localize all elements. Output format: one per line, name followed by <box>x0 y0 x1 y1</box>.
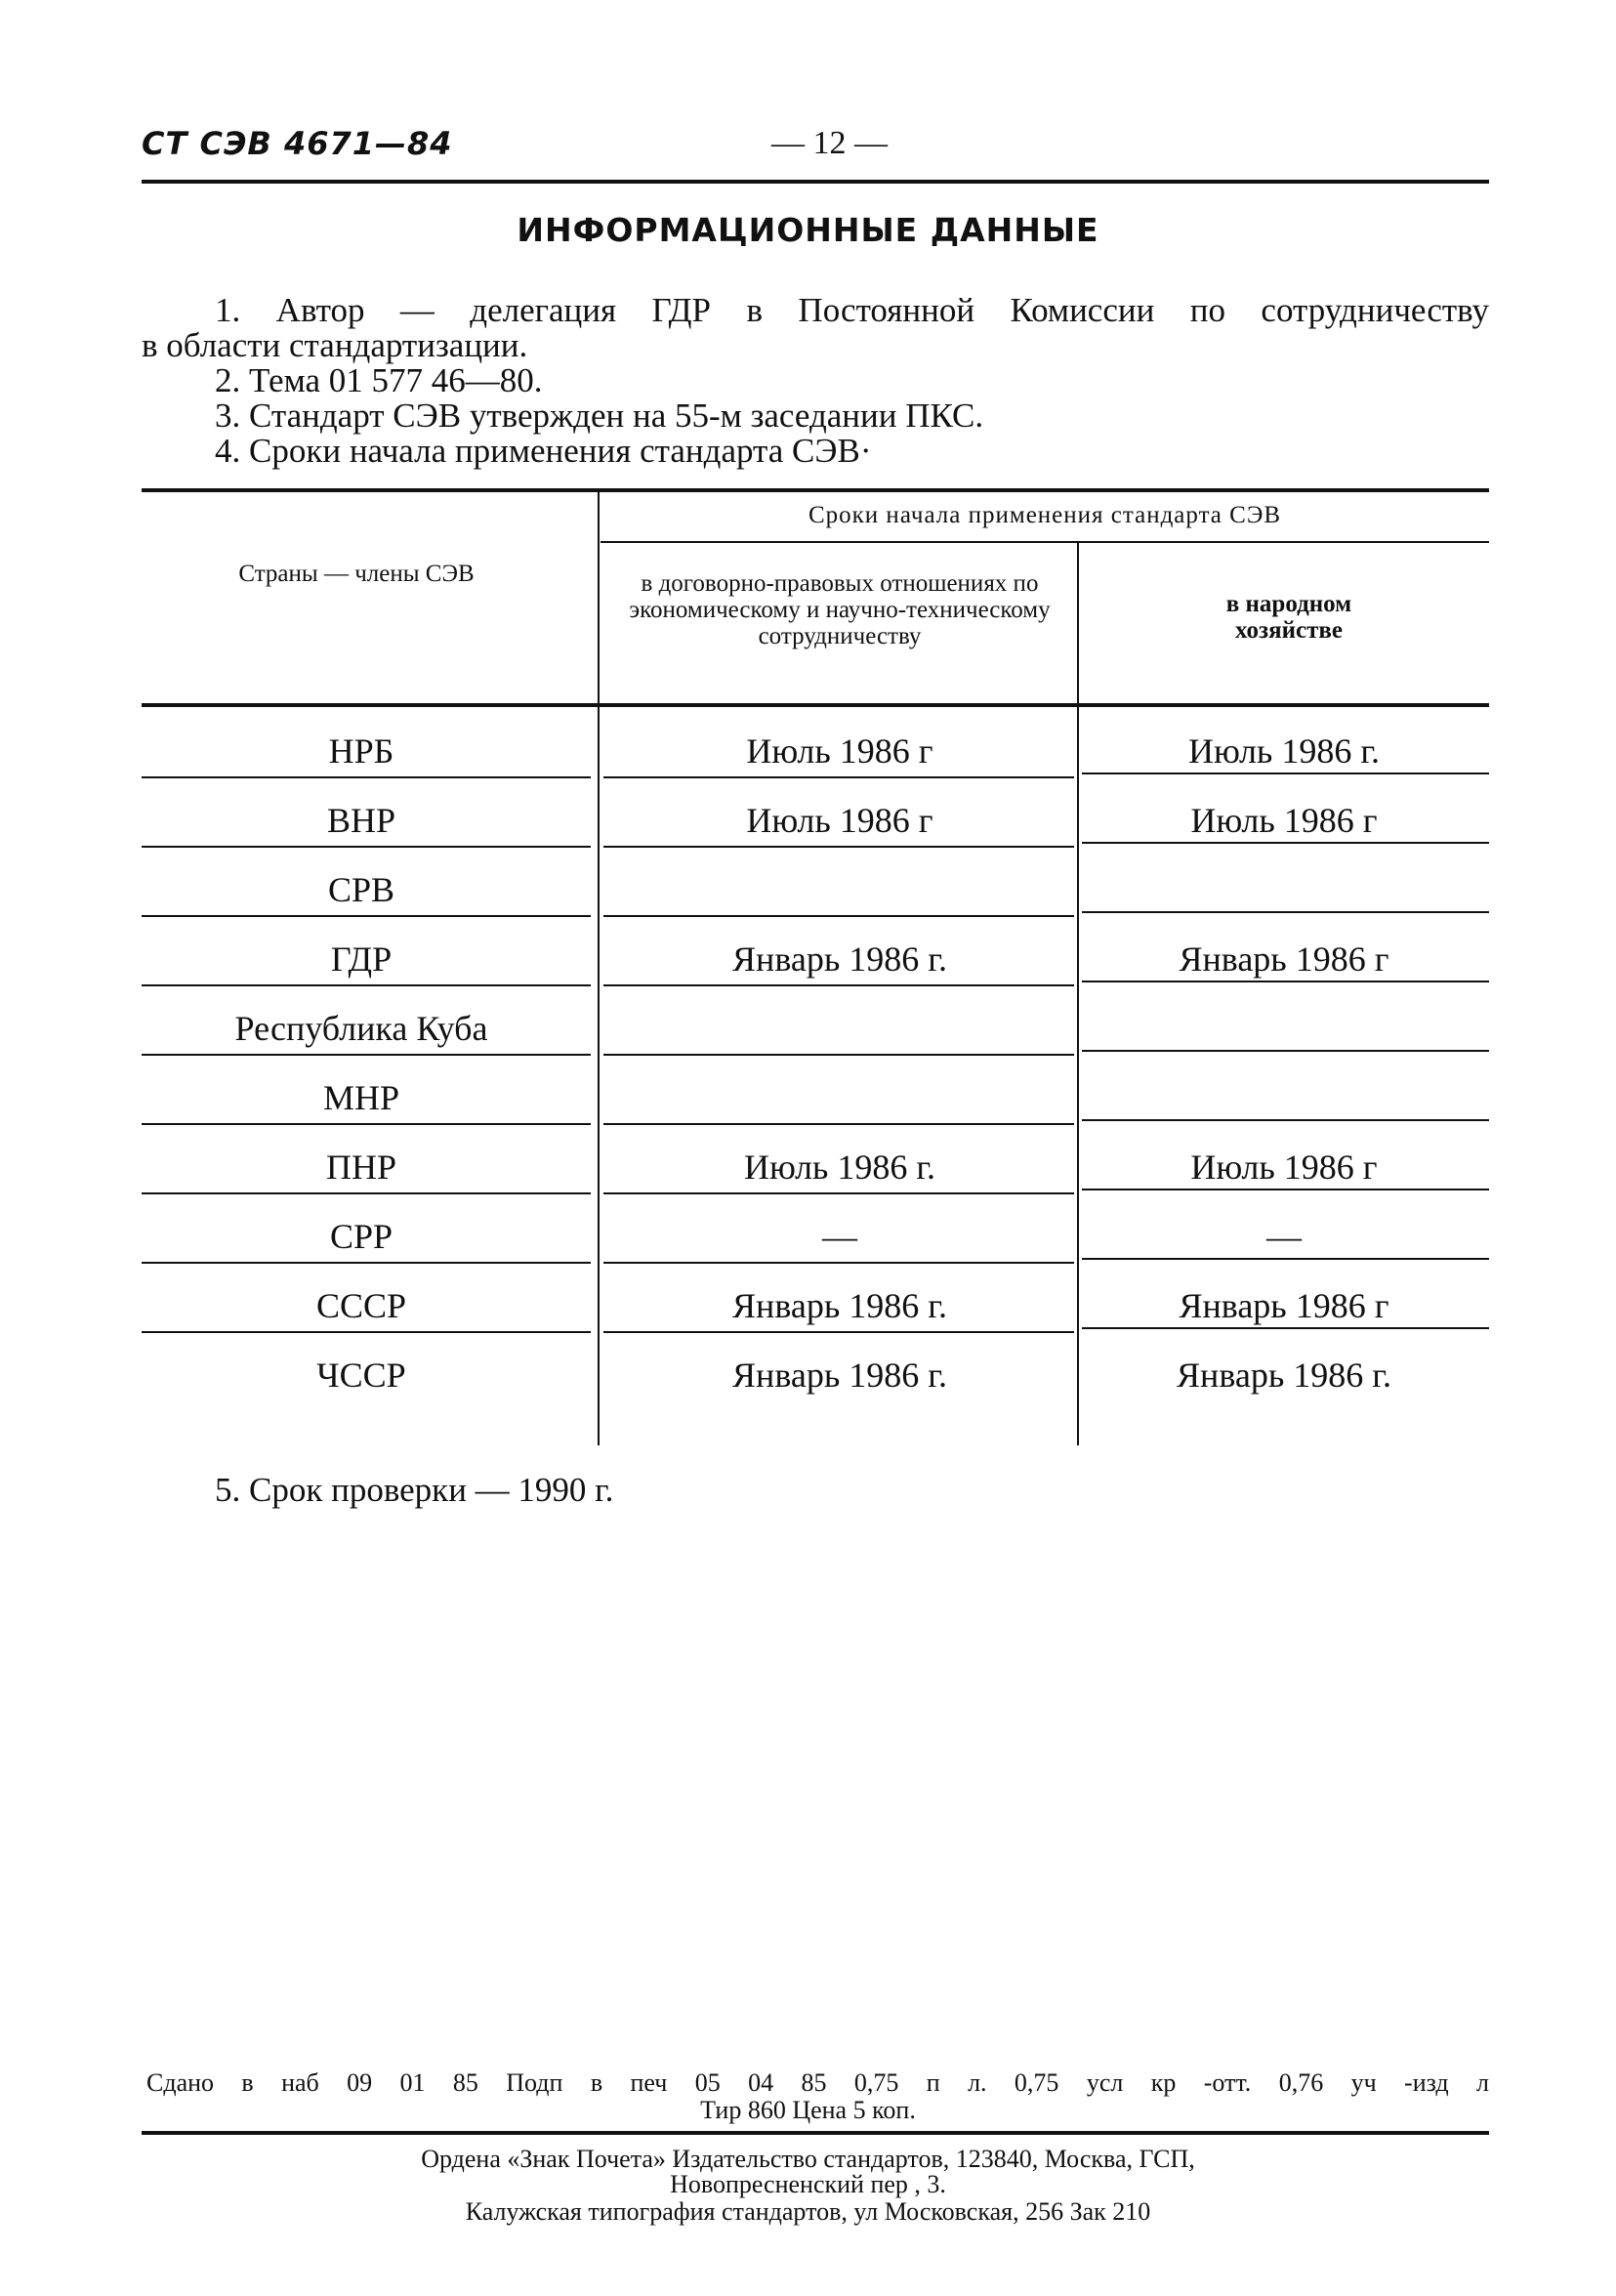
table-vline-4 <box>1077 707 1079 1445</box>
row-divider <box>1082 1050 1489 1052</box>
contract-date-cell: Январь 1986 г. <box>732 939 947 979</box>
contract-date-cell: Январь 1986 г. <box>732 1286 947 1325</box>
row-divider <box>1082 1327 1489 1329</box>
country-cell: МНР <box>322 1078 400 1117</box>
row-divider <box>142 984 591 986</box>
publisher-line3: Калужская типография стандартов, ул Московская, 256 Зак 210 <box>465 2197 1151 2226</box>
row-divider <box>603 846 1074 848</box>
economy-date-cell: Январь 1986 г <box>1179 939 1389 979</box>
economy-date-cell: Июль 1986 г <box>1190 1148 1378 1187</box>
footer-rule <box>142 2131 1489 2135</box>
imprint-line2: Тир 860 Цена 5 коп. <box>700 2096 916 2124</box>
contract-date-cell: Январь 1986 г. <box>732 1356 947 1395</box>
country-cell: СССР <box>315 1286 407 1325</box>
row-divider <box>142 1331 591 1333</box>
item-topic: 2. Тема 01 577 46—80. <box>215 361 543 399</box>
country-cell: СРР <box>329 1217 394 1256</box>
item-dates: 4. Сроки начала применения стандарта СЭВ· <box>215 432 872 470</box>
imprint-line1: Сдано в наб 09 01 85 Подп в печ 05 04 85 0,75 п л. 0,75 усл кр -отт. 0,76 уч -изд л <box>146 2068 1489 2097</box>
table-top-rule <box>142 488 1489 492</box>
economy-date-cell: Июль 1986 г. <box>1187 731 1381 771</box>
page-number: — 12 — <box>771 125 888 161</box>
country-cell: ЧССР <box>316 1356 406 1395</box>
item-review: 5. Срок проверки — 1990 г. <box>215 1471 614 1509</box>
table-vline-1 <box>598 492 600 703</box>
header-contract: в договорно-правовых отношениях по экономическому и научно-техническому сотрудничеству <box>629 570 1051 649</box>
row-divider <box>142 1054 591 1056</box>
economy-date-cell: — <box>1266 1217 1302 1256</box>
row-divider <box>1082 842 1489 844</box>
document-code: СТ СЭВ 4671—84 <box>142 125 453 162</box>
contract-date-cell: Июль 1986 г <box>746 731 933 771</box>
table-subheader-rule <box>601 541 1489 543</box>
header-group: Сроки начала применения стандарта СЭВ <box>808 502 1281 528</box>
contract-date-cell: Июль 1986 г. <box>743 1148 936 1187</box>
country-cell: ВНР <box>326 801 396 840</box>
row-divider <box>1082 911 1489 913</box>
country-cell: ПНР <box>325 1148 397 1187</box>
row-divider <box>603 1054 1074 1056</box>
economy-date-cell: Январь 1986 г. <box>1177 1356 1391 1395</box>
row-divider <box>142 776 591 778</box>
row-divider <box>142 1192 591 1194</box>
row-divider <box>1082 1258 1489 1260</box>
row-divider <box>142 915 591 917</box>
economy-date-cell: Июль 1986 г <box>1190 801 1378 840</box>
row-divider <box>603 776 1074 778</box>
publisher-line1: Ордена «Знак Почета» Издательство стандартов, 123840, Москва, ГСП, <box>421 2145 1195 2173</box>
item-approval: 3. Стандарт СЭВ утвержден на 55-м заседании ПКС. <box>215 397 984 435</box>
row-divider <box>603 984 1074 986</box>
row-divider <box>142 1123 591 1125</box>
row-divider <box>142 846 591 848</box>
country-cell: Республика Куба <box>234 1009 488 1048</box>
economy-date-cell: Январь 1986 г <box>1179 1286 1389 1325</box>
item-author-line1: 1. Автор — делегация ГДР в Постоянной Комиссии по сотрудничеству <box>215 291 1489 329</box>
row-divider <box>1082 1189 1489 1190</box>
country-cell: СРВ <box>327 870 395 909</box>
row-divider <box>1082 981 1489 982</box>
row-divider <box>603 1192 1074 1194</box>
header-rule <box>142 180 1489 184</box>
country-cell: НРБ <box>328 731 394 771</box>
table-header-bottom-rule <box>142 703 1489 707</box>
contract-date-cell: — <box>822 1217 857 1256</box>
header-countries: Страны — члены СЭВ <box>238 561 475 587</box>
row-divider <box>1082 772 1489 774</box>
row-divider <box>603 915 1074 917</box>
page-title: ИНФОРМАЦИОННЫЕ ДАННЫЕ <box>517 211 1099 249</box>
row-divider <box>603 1331 1074 1333</box>
header-economy: в народном хозяйстве <box>1225 591 1352 644</box>
publisher-line2: Новопресненский пер , 3. <box>670 2170 946 2198</box>
country-cell: ГДР <box>330 939 393 979</box>
table-vline-2 <box>1077 543 1079 703</box>
row-divider <box>142 1262 591 1264</box>
contract-date-cell: Июль 1986 г <box>746 801 933 840</box>
row-divider <box>603 1123 1074 1125</box>
table-vline-3 <box>598 707 600 1445</box>
row-divider <box>1082 1119 1489 1121</box>
item-author-line2: в области стандартизации. <box>142 326 528 364</box>
row-divider <box>603 1262 1074 1264</box>
